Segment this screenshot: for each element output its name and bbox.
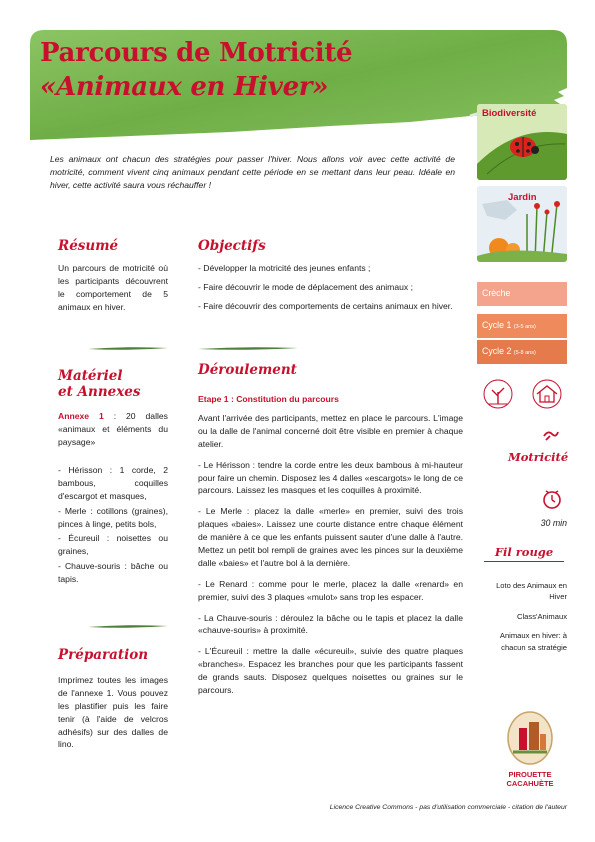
fil-rouge-list (479, 580, 567, 661)
biodiversite-label: Biodiversité (482, 108, 537, 119)
deroulement-paragraph: - Le Hérisson : tendre la corde entre les deux bambous à mi-hauteur pour faire un chemin. Disposez les 4 dalles «escargots» le long de ce parcours. Laissez les masques et les coquilles à proximité. (198, 459, 463, 496)
preparation-heading: Préparation (58, 647, 149, 663)
annexe-label: Annexe 1 (58, 411, 104, 421)
deroulement-paragraph: - Le Renard : comme pour le merle, placez la dalle «renard» en premier, suivi des 3 plaques «mulot» sans trop les espacer. (198, 578, 463, 602)
logo-line-1: PIROUETTE (508, 770, 552, 779)
cycle1-label: Cycle 1 (482, 320, 512, 330)
preparation-text: Imprimez toutes les images de l'annexe 1. Vous pouvez les plastifier puis les faire tenir (à l'aide de velcros adhésifs) sur des dalles de lino. (58, 675, 168, 750)
deroulement-paragraph: - L'Écureuil : mettre la dalle «écureuil», suivie des quatre plaques «branches». Espacez les branches pour que les participants fassent de grands sauts. Disposez quelques noisettes ou graines sur le parcours. (198, 646, 463, 696)
logo-text (490, 770, 570, 789)
materiel-heading-line1: Matériel (58, 368, 123, 384)
jardin-label: Jardin (508, 192, 537, 203)
motricite-label: Motricité (508, 450, 569, 464)
objectif-item: - Faire découvrir le mode de déplacement des animaux ; (198, 281, 413, 292)
deroulement-text (198, 412, 463, 705)
title-line-1: Parcours de Motricité (40, 38, 353, 68)
fil-rouge-heading: Fil rouge (494, 545, 554, 559)
fil-rouge-item[interactable]: Class'Animaux (517, 611, 567, 621)
objectif-item: - Développer la motricité des jeunes enfants ; (198, 263, 371, 273)
separator-brushstroke (88, 624, 168, 629)
cycle2-ages: (5-8 ans) (513, 350, 536, 356)
cycle2-label: Cycle 2 (482, 346, 512, 356)
clock-icon (542, 488, 562, 510)
deroulement-paragraph: - La Chauve-souris : déroulez la bâche ou le tapis et placez la dalle «chauve-souris» à proximité. (198, 612, 463, 636)
license-footer: Licence Creative Commons - pas d'utilisation commerciale - citation de l'auteur (329, 804, 567, 811)
deroulement-heading: Déroulement (198, 362, 297, 378)
logo-line-2: CACAHUÈTE (506, 779, 554, 789)
creche-label: Crèche (482, 288, 511, 298)
house-indoor-icon (530, 378, 564, 410)
materiel-heading-line2: et Annexes (58, 384, 141, 401)
objectifs-list (198, 262, 463, 319)
objectif-item: - Faire découvrir des comportements de certains animaux en hiver. (198, 300, 453, 311)
deroulement-paragraph: - Le Merle : placez la dalle «merle» en premier, suivi des trois plaques «baies». Laissez une courte distance entre chaque élément de manière à ce que les enfants puissent sauter d'une dalle à l'autre. Mettez un petit bol rempli de graines avec les pinces sur la deuxième dalle «baies» et l'autre bol à la dernière. (198, 506, 463, 568)
cycle2-badge (477, 340, 567, 364)
annexe-text: : 20 dalles «animaux et éléments du paysage» (58, 411, 168, 447)
fil-rouge-header (484, 543, 564, 562)
creche-badge (477, 282, 567, 306)
resume-heading: Résumé (58, 238, 119, 254)
objectifs-heading: Objectifs (198, 238, 266, 254)
materiel-annexe (58, 410, 168, 449)
materiel-item: - Chauve-souris : bâche ou tapis. (58, 561, 168, 585)
materiel-item: - Hérisson : 1 corde, 2 bambous, coquilles d'escargot et masques, (58, 465, 168, 501)
separator-brushstroke (198, 346, 298, 351)
step-1-heading: Etape 1 : Constitution du parcours (198, 394, 339, 404)
materiel-item: - Merle : cotillons (graines), pinces à linge, petits bols, (58, 505, 168, 529)
deroulement-paragraph: Avant l'arrivée des participants, mettez en place le parcours. L'image ou la dalle de l'animal concerné doit être visible en premier à chaque atelier. (198, 413, 463, 449)
title-line-2: «Animaux en Hiver» (40, 72, 329, 102)
materiel-list (58, 464, 168, 586)
motricity-icon (542, 428, 560, 442)
resume-text: Un parcours de motricité où les participants découvrent le comportement de 5 animaux en hiver. (58, 263, 168, 312)
intro-text: Les animaux ont chacun des stratégies pour passer l'hiver. Nous allons voir avec cette activité de motricité, comment vivent cinq animaux pendant cette période en se mettant dans leur peau. Idéale en hiver, cette activité saura vous réchauffer ! (50, 154, 455, 190)
cycle1-ages: (3-5 ans) (513, 324, 536, 330)
pirouette-cacahuete-logo (505, 710, 555, 766)
materiel-item: - Écureuil : noisettes ou graines, (58, 533, 168, 557)
tree-outdoor-icon (482, 378, 514, 410)
cycle1-badge (477, 314, 567, 338)
separator-brushstroke (88, 346, 168, 351)
page-title (40, 40, 352, 100)
fil-rouge-item[interactable]: Loto des Animaux en Hiver (496, 581, 567, 602)
duration-value: 30 min (540, 518, 567, 528)
fil-rouge-item[interactable]: Animaux en hiver: à chacun sa stratégie (499, 631, 567, 652)
materiel-heading (58, 368, 140, 400)
